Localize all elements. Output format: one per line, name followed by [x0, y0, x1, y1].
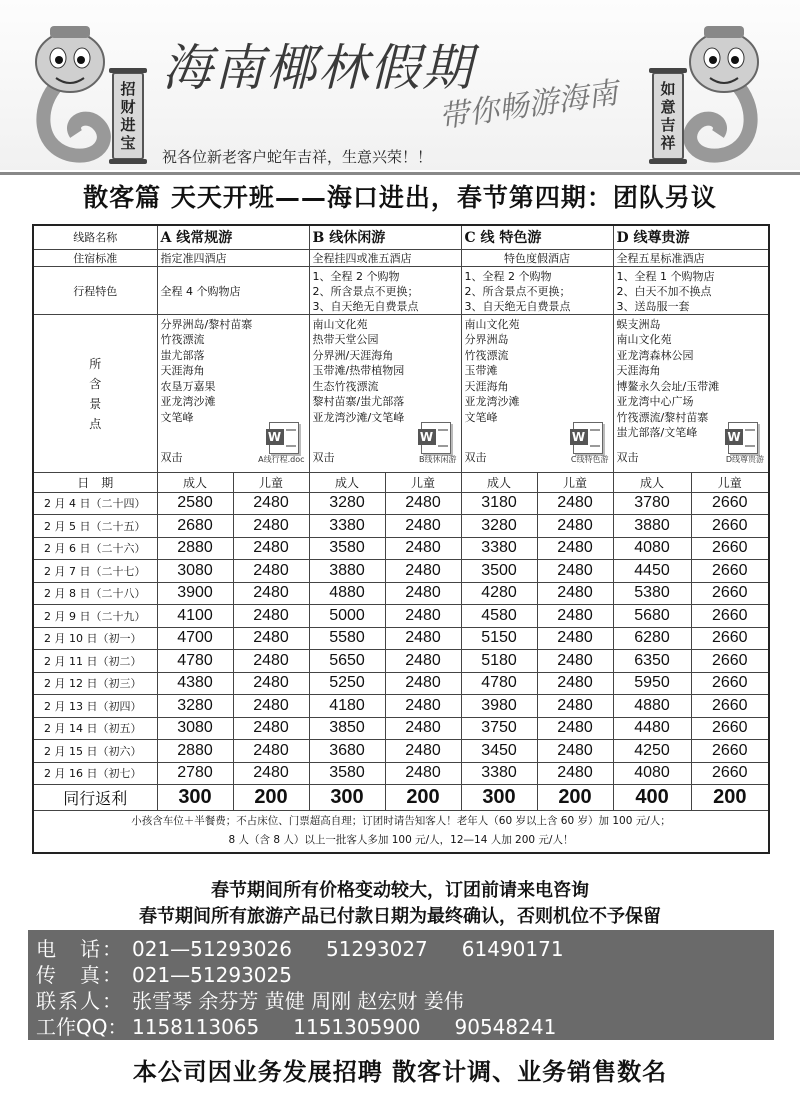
date-cell: 2 月 15 日（初六） [33, 740, 157, 763]
adult-header: 成人 [157, 472, 233, 492]
child-price: 2480 [537, 492, 613, 515]
features-row [33, 266, 769, 314]
child-price: 2480 [537, 515, 613, 538]
child-price: 2660 [691, 560, 769, 583]
spot-item: 蚩尤部落 [160, 348, 205, 362]
child-price: 2660 [691, 537, 769, 560]
adult-price: 5250 [309, 672, 385, 695]
spot-item: 南山文化苑 [616, 333, 672, 346]
brand-title: 海南椰林假期 [162, 39, 474, 97]
child-price: 2480 [385, 515, 461, 538]
features-a [157, 266, 309, 314]
spot-item: 文笔峰 [160, 410, 194, 424]
notice-1: 春节期间所有价格变动较大，订团前请来电咨询 [211, 880, 589, 901]
qq-number[interactable]: 90548241 [454, 1015, 557, 1039]
spots-a [157, 314, 309, 472]
phone-number[interactable]: 021—51293026 [132, 937, 292, 961]
date-cell: 2 月 12 日（初三） [33, 672, 157, 695]
child-price: 2480 [385, 560, 461, 583]
price-row [33, 627, 769, 650]
child-price: 2480 [233, 582, 309, 605]
doc-caption[interactable]: C线特色游 [570, 455, 609, 464]
adult-price: 5950 [613, 672, 691, 695]
date-cell: 2 月 4 日（二十四） [33, 492, 157, 515]
spot-item: 竹筏漂流 [160, 333, 205, 346]
adult-price: 3850 [309, 717, 385, 740]
header-banner [0, 0, 800, 170]
date-cell: 2 月 10 日（初一） [33, 627, 157, 650]
snake-mascot-left-icon [28, 14, 146, 166]
rebate-label: 同行返利 [33, 785, 157, 811]
adult-price: 4100 [157, 605, 233, 628]
adult-price: 3580 [309, 762, 385, 785]
spot-item: 蜈支洲岛 [616, 317, 661, 331]
spot-item: 天涯海角 [160, 364, 205, 377]
child-price: 2660 [691, 515, 769, 538]
adult-price: 4480 [613, 717, 691, 740]
adult-price: 3380 [309, 515, 385, 538]
phone-number[interactable]: 61490171 [461, 937, 564, 961]
qq-label: 工作QQ： [36, 1015, 128, 1039]
spot-item: 分界洲岛 [464, 333, 509, 346]
scroll-left: 招财进宝 [112, 72, 144, 160]
adult-price: 4580 [461, 605, 537, 628]
feature-line: 全程 4 个购物店 [160, 284, 241, 298]
adult-price: 4880 [309, 582, 385, 605]
rebate-cell: 200 [537, 785, 613, 811]
header-divider [0, 172, 800, 175]
adult-price: 3280 [461, 515, 537, 538]
adult-price: 4880 [613, 695, 691, 718]
adult-price: 2880 [157, 537, 233, 560]
child-price: 2480 [233, 672, 309, 695]
contact-panel [28, 930, 774, 1040]
date-cell: 2 月 9 日（二十九） [33, 605, 157, 628]
adult-price: 3780 [613, 492, 691, 515]
phone-line [36, 936, 774, 962]
price-row [33, 560, 769, 583]
spot-item: 玉带滩 [464, 364, 498, 377]
child-price: 2480 [537, 762, 613, 785]
child-price: 2480 [537, 605, 613, 628]
route-label: 线路名称 [33, 225, 157, 249]
adult-header: 成人 [613, 472, 691, 492]
spot-item: 博鳌永久会址/玉带滩 [616, 379, 720, 393]
adult-price: 5180 [461, 650, 537, 673]
spot-item: 分界洲/天涯海角 [312, 348, 394, 362]
spot-item: 天涯海角 [464, 379, 509, 393]
spot-item: 亚龙湾中心广场 [616, 395, 694, 408]
date-cell: 2 月 7 日（二十七） [33, 560, 157, 583]
spot-item: 亚龙湾沙滩/文笔峰 [312, 410, 405, 424]
feature-line: 3、送岛服一套 [616, 299, 690, 313]
child-price: 2660 [691, 762, 769, 785]
feature-line: 2、所含景点不更换； [312, 284, 419, 298]
adult-price: 4250 [613, 740, 691, 763]
price-row [33, 650, 769, 673]
child-price: 2480 [233, 717, 309, 740]
route-row [33, 225, 769, 249]
spot-item: 亚龙湾森林公园 [616, 348, 694, 362]
spot-item: 黎村苗寨/蚩尤部落 [312, 395, 405, 408]
spot-item: 南山文化苑 [464, 317, 520, 331]
feature-line: 2、白天不加不换点 [616, 284, 712, 298]
hotel-a: 指定准四酒店 [157, 249, 309, 266]
rebate-cell: 200 [233, 785, 309, 811]
child-price: 2480 [537, 695, 613, 718]
price-subheader-row [33, 472, 769, 492]
child-price: 2480 [537, 717, 613, 740]
spot-item: 南山文化苑 [312, 317, 368, 331]
adult-price: 2780 [157, 762, 233, 785]
adult-price: 2580 [157, 492, 233, 515]
child-price: 2480 [537, 560, 613, 583]
spot-item: 玉带滩/热带植物园 [312, 364, 405, 377]
price-row [33, 515, 769, 538]
adult-price: 4700 [157, 627, 233, 650]
adult-price: 5580 [309, 627, 385, 650]
adult-price: 4450 [613, 560, 691, 583]
child-price: 2480 [233, 695, 309, 718]
double-click-hint: 双击 [464, 451, 487, 464]
adult-price: 3750 [461, 717, 537, 740]
adult-price: 3280 [157, 695, 233, 718]
adult-price: 6280 [613, 627, 691, 650]
fax-line [36, 962, 774, 988]
spots-label: 所含景点 [89, 357, 102, 431]
snake-mascot-right-icon [648, 14, 766, 166]
child-price: 2480 [385, 627, 461, 650]
adult-price: 3980 [461, 695, 537, 718]
spot-item: 热带天堂公园 [312, 333, 379, 346]
spot-item: 文笔峰 [464, 410, 498, 424]
adult-price: 4380 [157, 672, 233, 695]
date-cell: 2 月 14 日（初五） [33, 717, 157, 740]
feature-line: 1、全程 2 个购物 [464, 269, 552, 283]
spot-item: 蚩尤部落/文笔峰 [616, 426, 698, 439]
child-price: 2480 [385, 740, 461, 763]
word-doc-icon[interactable] [573, 422, 603, 454]
adult-header: 成人 [309, 472, 385, 492]
child-price: 2480 [537, 672, 613, 695]
feature-line: 3、自天绝无自费景点 [464, 299, 571, 313]
hotel-c: 特色度假酒店 [461, 249, 613, 266]
adult-price: 6350 [613, 650, 691, 673]
features-d [613, 266, 769, 314]
qq-line [36, 1014, 774, 1040]
date-cell: 2 月 5 日（二十五） [33, 515, 157, 538]
date-cell: 2 月 8 日（二十八） [33, 582, 157, 605]
hotel-b: 全程挂四或准五酒店 [309, 249, 461, 266]
price-row [33, 695, 769, 718]
hotel-label: 住宿标准 [33, 249, 157, 266]
adult-price: 3880 [613, 515, 691, 538]
adult-price: 4080 [613, 762, 691, 785]
price-row [33, 717, 769, 740]
greeting: 祝各位新老客户蛇年吉祥，生意兴荣！！ [162, 148, 433, 166]
contact-people: 张雪琴 余芬芳 黄健 周刚 赵宏财 姜伟 [132, 989, 464, 1013]
feature-line: 2、所含景点不更换； [464, 284, 571, 298]
adult-price: 2880 [157, 740, 233, 763]
route-b-name: B 线休闲游 [309, 225, 461, 249]
features-c [461, 266, 613, 314]
spots-c [461, 314, 613, 472]
child-price: 2480 [385, 762, 461, 785]
adult-price: 3080 [157, 717, 233, 740]
rebate-cell: 200 [385, 785, 461, 811]
scroll-right: 如意吉祥 [652, 72, 684, 160]
qq-number[interactable]: 1158113065 [132, 1015, 260, 1039]
child-price: 2480 [537, 627, 613, 650]
recruitment-footer: 本公司因业务发展招聘 散客计调、业务销售数名 [132, 1057, 668, 1086]
price-rows [33, 492, 769, 785]
child-price: 2480 [385, 717, 461, 740]
phone-number[interactable]: 51293027 [325, 937, 428, 961]
child-price: 2480 [537, 740, 613, 763]
adult-price: 5000 [309, 605, 385, 628]
feature-line: 1、全程 2 个购物 [312, 269, 400, 283]
headline: 散客篇 天天开班——海口进出，春节第四期：团队另议 [83, 183, 717, 212]
adult-price: 3380 [461, 762, 537, 785]
price-table [32, 224, 770, 854]
price-row [33, 537, 769, 560]
fax-number: 021—51293025 [132, 963, 292, 987]
rebate-cell: 300 [461, 785, 537, 811]
child-price: 2480 [233, 515, 309, 538]
word-doc-icon[interactable] [421, 422, 451, 454]
spot-item: 生态竹筏漂流 [312, 379, 379, 393]
adult-price: 5380 [613, 582, 691, 605]
fax-label: 传 真： [36, 963, 124, 987]
route-d-name: D 线尊贵游 [613, 225, 769, 249]
date-cell: 2 月 6 日（二十六） [33, 537, 157, 560]
adult-price: 3580 [309, 537, 385, 560]
features-b [309, 266, 461, 314]
rebate-cell: 300 [157, 785, 233, 811]
child-header: 儿童 [233, 472, 309, 492]
price-row [33, 492, 769, 515]
notice-2: 春节期间所有旅游产品已付款日期为最终确认，否则机位不予保留 [139, 906, 661, 927]
child-header: 儿童 [385, 472, 461, 492]
child-price: 2660 [691, 627, 769, 650]
double-click-hint: 双击 [160, 451, 183, 464]
adult-price: 4780 [461, 672, 537, 695]
people-line [36, 988, 774, 1014]
adult-price: 3450 [461, 740, 537, 763]
child-price: 2480 [233, 740, 309, 763]
adult-price: 4180 [309, 695, 385, 718]
price-row [33, 605, 769, 628]
spots-b [309, 314, 461, 472]
adult-price: 4080 [613, 537, 691, 560]
doc-caption[interactable]: B线休闲游 [419, 455, 457, 464]
child-price: 2480 [385, 672, 461, 695]
adult-price: 3280 [309, 492, 385, 515]
price-row [33, 740, 769, 763]
spot-item: 亚龙湾沙滩 [464, 395, 520, 408]
child-price: 2480 [233, 605, 309, 628]
note-row [33, 811, 769, 853]
adult-price: 3900 [157, 582, 233, 605]
route-a-name: A 线常规游 [157, 225, 309, 249]
rebate-cell: 300 [309, 785, 385, 811]
spot-item: 天涯海角 [616, 364, 661, 377]
doc-caption[interactable]: A线行程.doc [258, 455, 305, 464]
child-price: 2480 [537, 582, 613, 605]
adult-price: 4780 [157, 650, 233, 673]
qq-number[interactable]: 1151305900 [293, 1015, 421, 1039]
child-price: 2660 [691, 717, 769, 740]
child-price: 2480 [233, 627, 309, 650]
adult-header: 成人 [461, 472, 537, 492]
adult-price: 5150 [461, 627, 537, 650]
spot-item: 竹筏漂流/黎村苗寨 [616, 410, 709, 424]
hotel-row [33, 249, 769, 266]
child-price: 2480 [385, 605, 461, 628]
price-row [33, 762, 769, 785]
rebate-cell: 200 [691, 785, 769, 811]
spot-item: 竹筏漂流 [464, 348, 509, 362]
child-header: 儿童 [691, 472, 769, 492]
child-price: 2480 [233, 650, 309, 673]
price-row [33, 582, 769, 605]
route-c-name: C 线 特色游 [461, 225, 613, 249]
hotel-d: 全程五星标准酒店 [613, 249, 769, 266]
doc-caption[interactable]: D线尊贵游 [725, 455, 765, 464]
date-cell: 2 月 13 日（初四） [33, 695, 157, 718]
child-price: 2480 [233, 560, 309, 583]
child-price: 2480 [233, 762, 309, 785]
slogan: 带你畅游海南 [436, 75, 621, 136]
child-price: 2480 [233, 537, 309, 560]
child-price: 2480 [537, 650, 613, 673]
adult-price: 3080 [157, 560, 233, 583]
spot-item: 农垦万嘉果 [160, 379, 216, 393]
adult-price: 5680 [613, 605, 691, 628]
adult-price: 3500 [461, 560, 537, 583]
adult-price: 3680 [309, 740, 385, 763]
double-click-hint: 双击 [616, 451, 639, 464]
child-price: 2660 [691, 650, 769, 673]
spots-d [613, 314, 769, 472]
child-price: 2660 [691, 492, 769, 515]
people-label: 联系人： [36, 989, 124, 1013]
note-cell [33, 811, 769, 853]
adult-price: 3880 [309, 560, 385, 583]
rebate-row [33, 785, 769, 811]
child-price: 2480 [385, 537, 461, 560]
feature-line: 1、全程 1 个购物店 [616, 269, 715, 283]
child-price: 2660 [691, 605, 769, 628]
rebate-cell: 400 [613, 785, 691, 811]
child-price: 2480 [385, 492, 461, 515]
date-label: 日 期 [33, 472, 157, 492]
price-row [33, 672, 769, 695]
spot-item: 分界洲岛/黎村苗寨 [160, 317, 253, 331]
adult-price: 5650 [309, 650, 385, 673]
spots-label-cell [33, 314, 157, 472]
word-doc-icon[interactable] [269, 422, 299, 454]
child-price: 2480 [537, 537, 613, 560]
double-click-hint: 双击 [312, 451, 335, 464]
child-price: 2660 [691, 695, 769, 718]
features-label: 行程特色 [33, 266, 157, 314]
child-price: 2660 [691, 740, 769, 763]
adult-price: 2680 [157, 515, 233, 538]
adult-price: 4280 [461, 582, 537, 605]
spot-item: 亚龙湾沙滩 [160, 395, 216, 408]
date-cell: 2 月 16 日（初七） [33, 762, 157, 785]
child-price: 2480 [385, 650, 461, 673]
date-cell: 2 月 11 日（初二） [33, 650, 157, 673]
child-price: 2660 [691, 582, 769, 605]
word-doc-icon[interactable] [728, 422, 758, 454]
child-price: 2480 [385, 695, 461, 718]
child-header: 儿童 [537, 472, 613, 492]
phone-label: 电 话： [36, 937, 124, 961]
spots-row [33, 314, 769, 472]
feature-line: 3、自天绝无自费景点 [312, 299, 419, 313]
note-line-2: 8 人（含 8 人）以上一批客人多加 100 元/人，12—14 人加 200 元/人！ [228, 834, 574, 847]
note-line-1: 小孩含车位＋半餐费；不占床位、门票超高自理；订团时请告知客人！老年人（60 岁以上含 60 岁）加 100 元/人； [131, 815, 671, 828]
adult-price: 3180 [461, 492, 537, 515]
child-price: 2480 [233, 492, 309, 515]
child-price: 2480 [385, 582, 461, 605]
child-price: 2660 [691, 672, 769, 695]
adult-price: 3380 [461, 537, 537, 560]
